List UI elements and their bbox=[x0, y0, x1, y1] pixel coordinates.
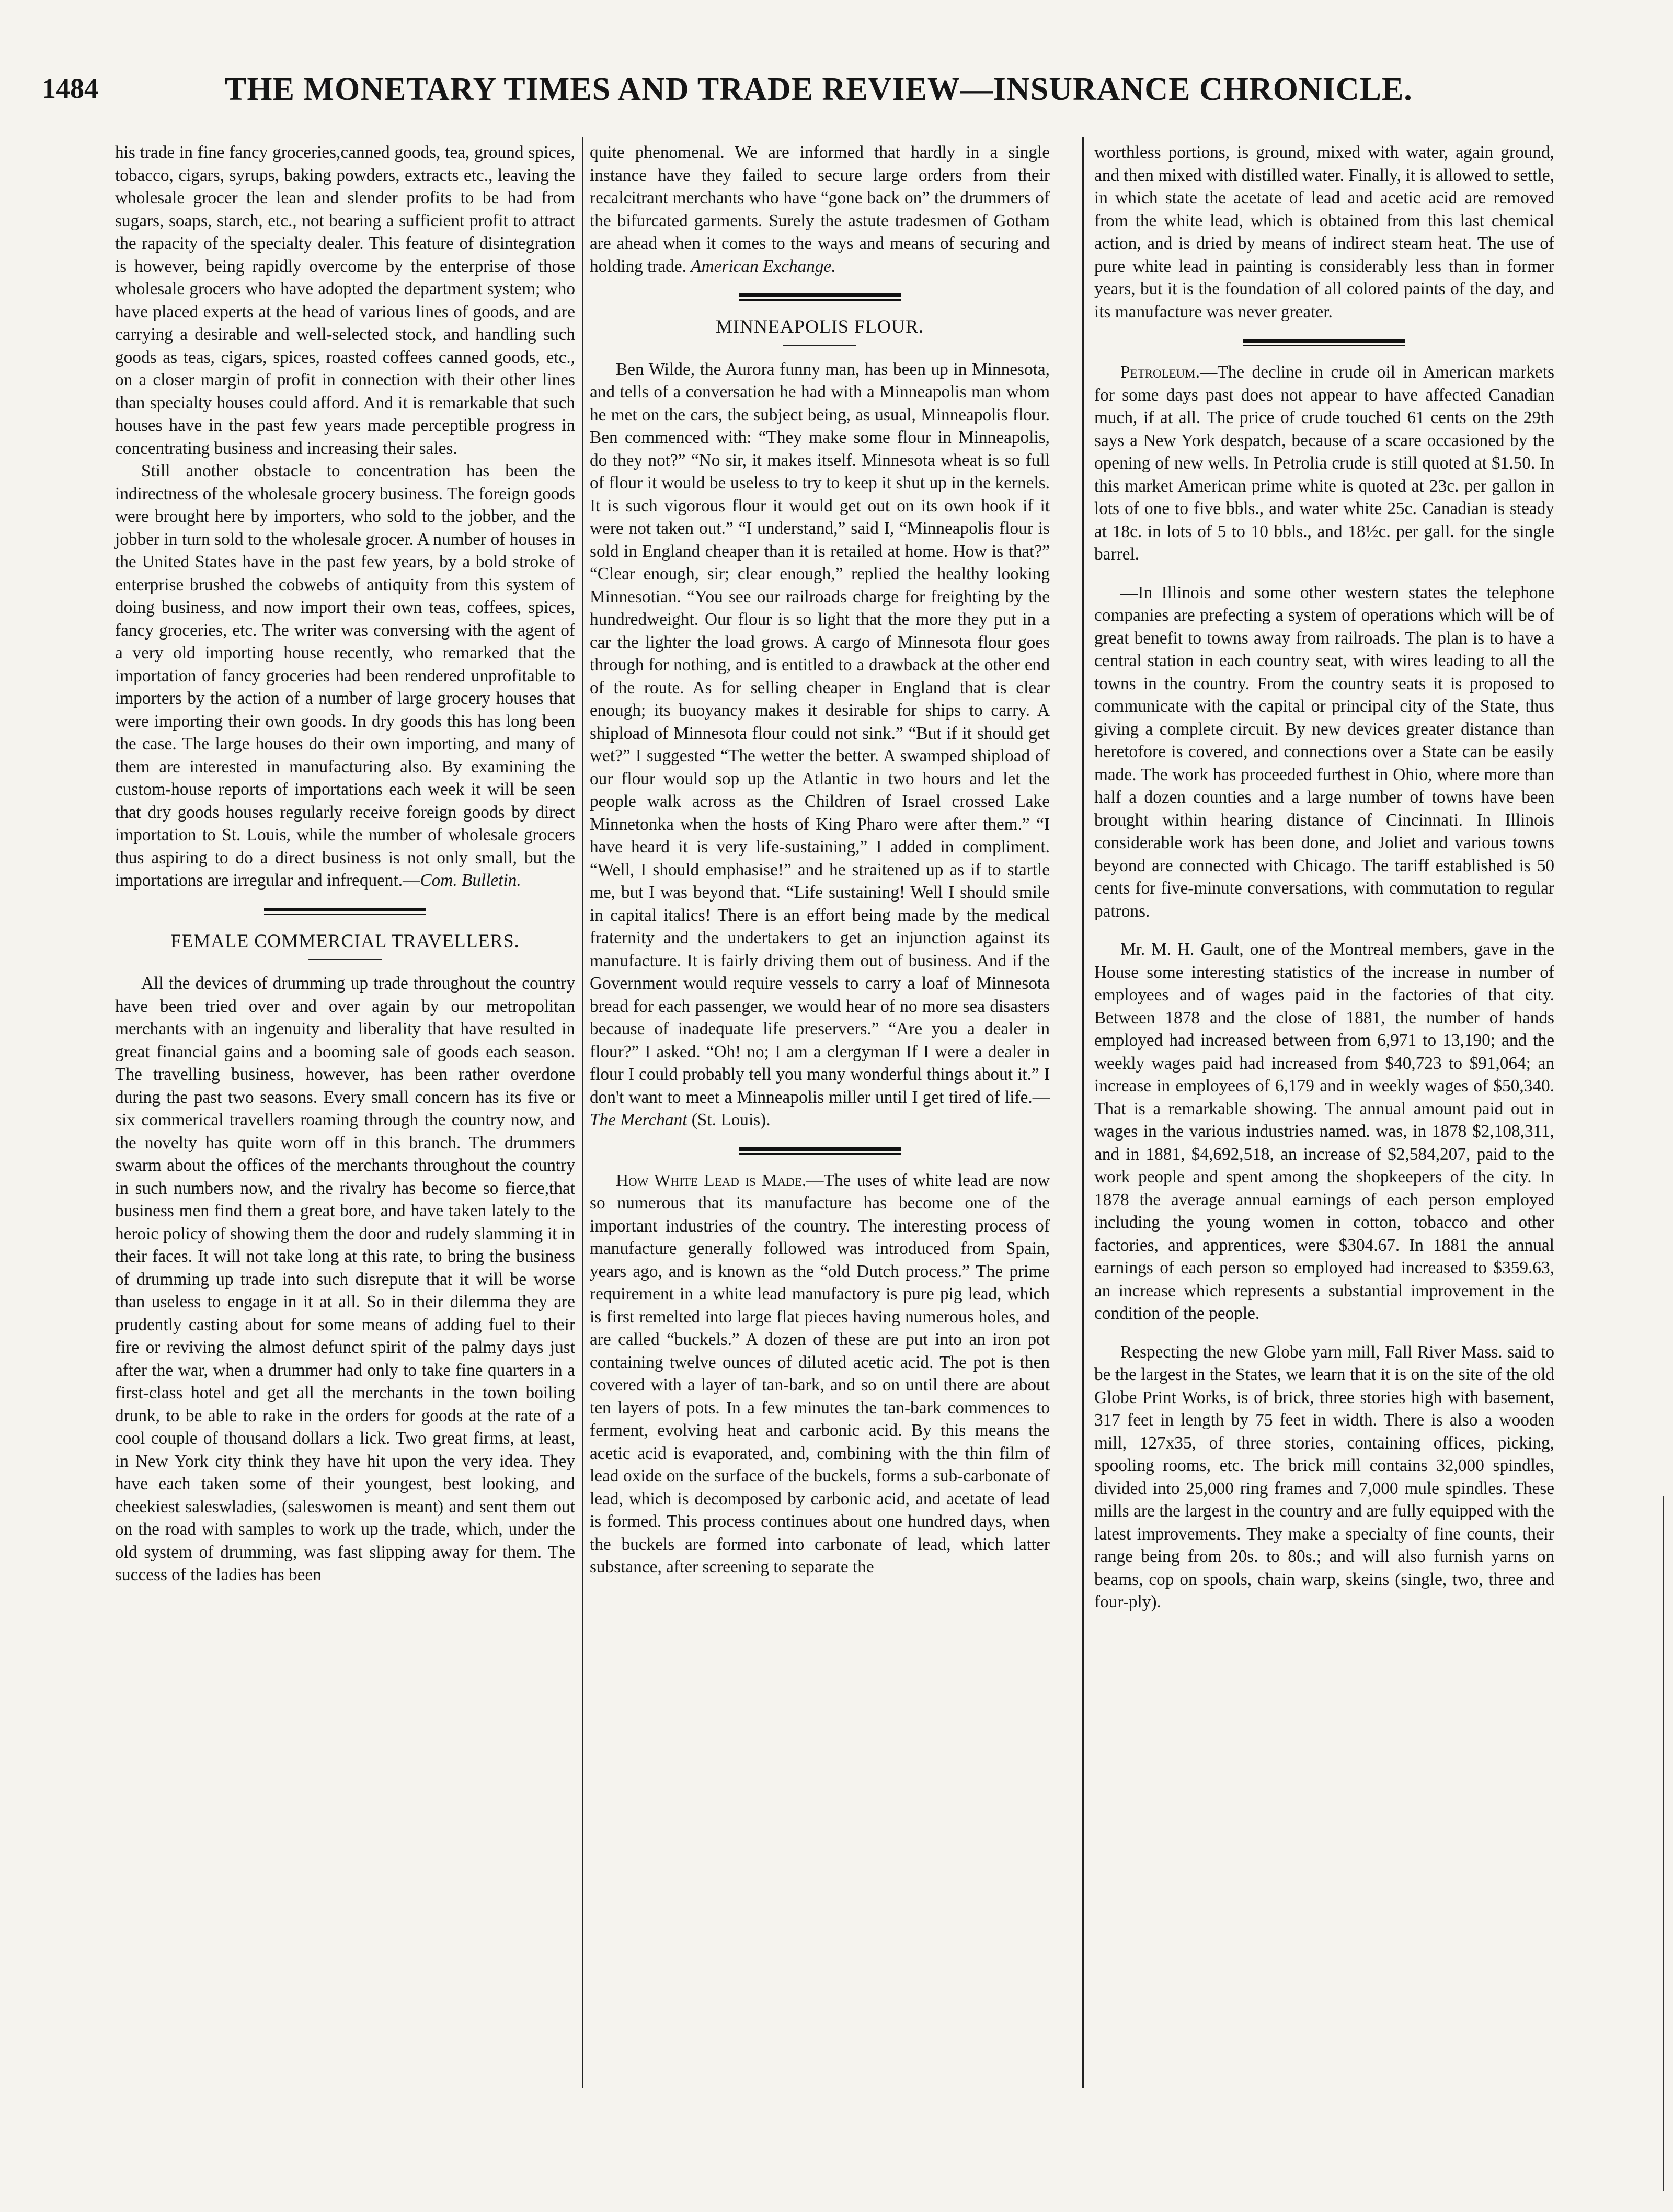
article-paragraph: his trade in fine fancy groceries,canned goods, tea, ground spices, tobacco, cigars, syrups, baking powders, extracts etc., leaving the wholesale grocer the lean and slender profits to be had from sugars, soaps, starch, etc., not bearing a sufficient profit to attract the rapacity of the specialty dealer. This feature of disintegration is however, being rapidly overcome by the enterprise of those wholesale grocers who have adopted the department system; who have placed experts at the head of various lines of goods, and are carrying a desirable and well-selected stock, and handling such goods as teas, cigars, spices, roasted coffees canned goods, etc., on a closer margin of profit in connection with their other lines than specialty houses could afford. And it is remarkable that such houses have in the past few years made perceptible progress in concentrating business and increasing their sales. bbox=[115, 143, 575, 458]
paragraph-text: —The decline in crude oil in American markets for some days past does not appear to have affected Canadian much, if at all. The price of crude touched 61 cents on the 29th says a New York despatch, because of a scare occasioned by the opening of new wells. In Petrolia crude is still quoted at $1.50. In this market American prime white is quoted at 23c. per gallon in lots of one to five bbls., and water white 25c. Canadian is steady at 18c. in lots of 5 to 10 bbls., and 18½c. per gall. for the single barrel. bbox=[1094, 362, 1554, 564]
source-credit: The Merchant bbox=[590, 1110, 687, 1130]
paragraph-text: —The uses of white lead are now so numerous that its manufacture has become one of the important industries of the country. The interesting process of manufacture generally followed was introduced from Spain, years ago, and is known as the “old Dutch process.” The prime requirement in a white lead manufactory is pure pig lead, which is first remelted into large flat pieces having numerous holes, and are called “buckels.” A dozen of these are put into an iron pot containing twelve ounces of diluted acetic acid. The pot is then covered with a layer of tan-bark, and so on until there are about ten layers of pots. In a few minutes the tan-bark commences to ferment, evolving heat and carbonic acid. By this means the acetic acid is evaporated, and, combining with the thin film of lead oxide on the surface of the buckels, forms a sub-carbonate of lead, which is decomposed by carbonic acid, and acetate of lead is formed. This process continues about one hundred days, when the buckels are formed into carbonate of lead, which latter substance, after screening to separate the bbox=[590, 1170, 1050, 1577]
page-edge-line bbox=[1663, 1496, 1664, 2191]
paragraph-gap bbox=[1094, 566, 1554, 581]
section-rule bbox=[739, 293, 901, 301]
run-in-heading: Petroleum. bbox=[1120, 362, 1200, 382]
heading-rule bbox=[308, 959, 382, 960]
column-divider bbox=[582, 137, 583, 2088]
source-credit: Com. Bulletin. bbox=[420, 871, 521, 890]
section-rule bbox=[264, 908, 426, 915]
paragraph-text: Still another obstacle to concentration has been the indirectness of the wholesale grocery business. The foreign goods were brought here by importers, who sold to the jobber, and the jobber in turn sold to the wholesale grocer. A number of houses in the United States have in the past few years, by a bold stroke of enterprise brushed the cobwebs of antiquity from this system of doing business, and now import their own teas, coffees, spices, fancy groceries, etc. The writer was conversing with the agent of a very old importing house recently, who remarked that the importation of fancy groceries had been rendered unprofitable to importers by the action of a number of large grocery houses that were importing their own goods. In dry goods this has long been the case. The large houses do their own importing, and many of them are interested in manufacturing also. By examining the custom-house reports of importations each week it will be seen that dry goods houses regularly receive foreign goods by direct importation to St. Louis, while the number of wholesale grocers thus aspiring to do a direct business is not only small, but the importations are irregular and infrequent.— bbox=[115, 461, 575, 890]
column-2 bbox=[590, 141, 1050, 1579]
article-paragraph bbox=[590, 1169, 1050, 1579]
masthead-title: THE MONETARY TIMES AND TRADE REVIEW—INSURANCE CHRONICLE. bbox=[225, 72, 1413, 107]
article-paragraph: All the devices of drumming up trade throughout the country have been tried over and over again by our metropolitan merchants with an ingenuity and liberality that have resulted in great financial gains and a booming sale of goods each season. The travelling business, however, has been rather overdone during the past two seasons. Every small concern has its five or six commerical travellers roaming through the country now, and the novelty has quite worn off in this branch. The drummers swarm about the offices of the merchants throughout the country in such numbers now, and the rivalry has become so fierce,that business men find them a great bore, and have taken lately to the heroic policy of showing them the door and rudely slamming it in their faces. It will not take long at this rate, to bring the business of drumming up trade into such disrepute that it will be worse than useless to engage in it at all. So in their dilemma they are prudently casting about for some means of adding fuel to their fire or reviving the almost defunct spirit of the palmy days just after the war, when a drummer had only to take fine quarters in a first-class hotel and get all the merchants in the town boiling drunk, to be able to rake in the orders for goods at the rate of a cool couple of thousand dollars a lick. Two great firms, at least, in New York city think they have hit upon the very idea. They have each taken some of their youngest, best looking, and cheekiest saleswladies, (saleswomen is meant) and sent them out on the road with samples to work up the trade, which, under the old system of drumming, was fast slipping away for them. The success of the ladies has been bbox=[115, 974, 575, 1584]
heading-rule bbox=[783, 345, 856, 346]
section-rule bbox=[1243, 339, 1405, 346]
section-heading: FEMALE COMMERCIAL TRAVELLERS. bbox=[170, 930, 520, 951]
article-paragraph: worthless portions, is ground, mixed with water, again ground, and then mixed with distilled water. Finally, it is allowed to settle, in which state the acetate of lead and acetic acid are removed from the white lead, which is obtained from this last chemical action, and is dried by means of indirect steam heat. The use of pure white lead in painting is considerably less than in former years, but it is the foundation of all colored paints of the day, and its manufacture was never greater. bbox=[1094, 143, 1554, 322]
section-rule bbox=[739, 1147, 901, 1155]
source-credit-tail: (St. Louis). bbox=[687, 1110, 771, 1130]
article-paragraph bbox=[1094, 361, 1554, 566]
article-paragraph: Respecting the new Globe yarn mill, Fall River Mass. said to be the largest in the States, we learn that it is on the site of the old Globe Print Works, is of brick, three stories high with basement, 317 feet in length by 75 feet in width. There is also a wooden mill, 127x35, of three stories, containing offices, picking, spooling rooms, etc. The brick mill contains 32,000 spindles, divided into 25,000 ring frames and 7,000 mule spindles. These mills are the largest in the country and are fully equipped with the latest improvements. They make a specialty of fine counts, their range being from 20s. to 80s.; and will also furnish yarns on beams, cop on spools, chain warp, skeins (single, two, three and four-ply). bbox=[1094, 1342, 1554, 1612]
section-heading: MINNEAPOLIS FLOUR. bbox=[715, 316, 924, 337]
source-credit: American Exchange. bbox=[691, 256, 836, 276]
paragraph-gap bbox=[1094, 1325, 1554, 1341]
article-paragraph bbox=[115, 460, 575, 892]
article-paragraph bbox=[590, 358, 1050, 1132]
article-paragraph: —In Illinois and some other western states the telephone companies are prefecting a system of operations which will be of great benefit to towns away from railroads. The plan is to have a central station in each country seat, with wires leading to all the towns in the country. From the country seats it is proposed to communicate with the capital or principal city of the State, thus giving a complete circuit. By new devices greater distance than heretofore is covered, and connections over a State can be easily made. The work has proceeded furthest in Ohio, where more than half a dozen counties and a large number of towns have been brought within hearing distance of Cincinnati. In Illinois considerable work has been done, and Joliet and various towns beyond are connected with Chicago. The tariff established is 50 cents for five-minute conversations, with commutation to regular patrons. bbox=[1094, 583, 1554, 921]
paragraph-text: Ben Wilde, the Aurora funny man, has been up in Minnesota, and tells of a conversation he had with a Minneapolis man whom he met on the cars, the subject being, as usual, Minneapolis flour. Ben commenced with: “They make some flour in Minneapolis, do they not?” “No sir, it makes itself. Minnesota wheat is so full of flour it would be useless to try to keep it shut up in the kernels. It is such vigorous flour it would get out on its own hook if it were not taken out.” “I understand,” said I, “Minneapolis flour is sold in England cheaper than it is retailed at home. How is that?” “Clear enough, sir; clear enough,” replied the healthy looking Minnesotian. “You see our railroads charge for freighting by the hundredweight. Our flour is so light that the more they put in a car the lighter the load grows. A cargo of Minnesota flour goes through for nothing, and is entitled to a drawback at the other end of the route. As for selling cheaper in England that is clear enough; its buoyancy makes it desirable for ships to carry. A shipload of Minnesota flour could not sink.” “But if it should get wet?” I suggested “The wetter the better. A swamped shipload of our flour would sop up the Atlantic in two hours and let the people walk across as the Children of Israel crossed Lake Minnetonka when the hosts of King Pharo were after them.” “I have heard it is very life-sustaining,” I added in compliment. “Well, I should emphasise!” and he straitened up as if to startle me, but I was beyond that. “Life sustaining! Well I should smile in capital italics! There is an effort being made by the medical fraternity and the undertakers to get an injunction against its manufacture. It is fairly driving them out of business. And if the Government would require vessels to carry a loaf of Minnesota bread for each passenger, we would hear of no more sea disasters because of inadequate life preservers.” “Are you a dealer in flour?” I asked. “Oh! no; I am a clergyman If I were a dealer in flour I could probably tell you many wonderful things about it.” I don't want to meet a Minneapolis miller until I get tired of life.— bbox=[590, 359, 1050, 1107]
column-divider bbox=[1082, 137, 1084, 2088]
paragraph-text: quite phenomenal. We are informed that hardly in a single instance have they failed to secure large orders from their recalcitrant merchants who have “gone back on” the drummers of the bifurcated garments. Surely the astute tradesmen of Gotham are ahead when it comes to the ways and means of securing and holding trade. bbox=[590, 143, 1050, 276]
column-1 bbox=[115, 141, 575, 1587]
run-in-heading: How White Lead is Made. bbox=[616, 1170, 807, 1190]
page-number: 1484 bbox=[42, 73, 98, 104]
page-header bbox=[42, 62, 1589, 109]
article-paragraph bbox=[590, 141, 1050, 278]
paragraph-gap bbox=[1094, 922, 1554, 938]
article-paragraph: Mr. M. H. Gault, one of the Montreal members, gave in the House some interesting statistics of the increase in number of employees and of wages paid in the factories of that city. Between 1878 and the close of 1881, the number of hands employed had increased between from 6,971 to 13,190; and the weekly wages paid had increased from $40,723 to $91,064; an increase in employees of 6,179 and in weekly wages of $50,340. That is a remarkable showing. The annual amount paid out in wages in the various industries named. was, in 1878 $2,108,311, and in 1881, $4,692,518, an increase of $2,584,207, paid to the work people and spent among the shopkeepers of the city. In 1878 the average annual earnings of each person employed including the young women in cotton, tobacco and other factories, and apprentices, were $304.67. In 1881 the annual earnings of each person so employed had increased to $359.63, an increase which represents a substantial improvement in the condition of the people. bbox=[1094, 940, 1554, 1323]
column-3 bbox=[1094, 141, 1554, 1614]
